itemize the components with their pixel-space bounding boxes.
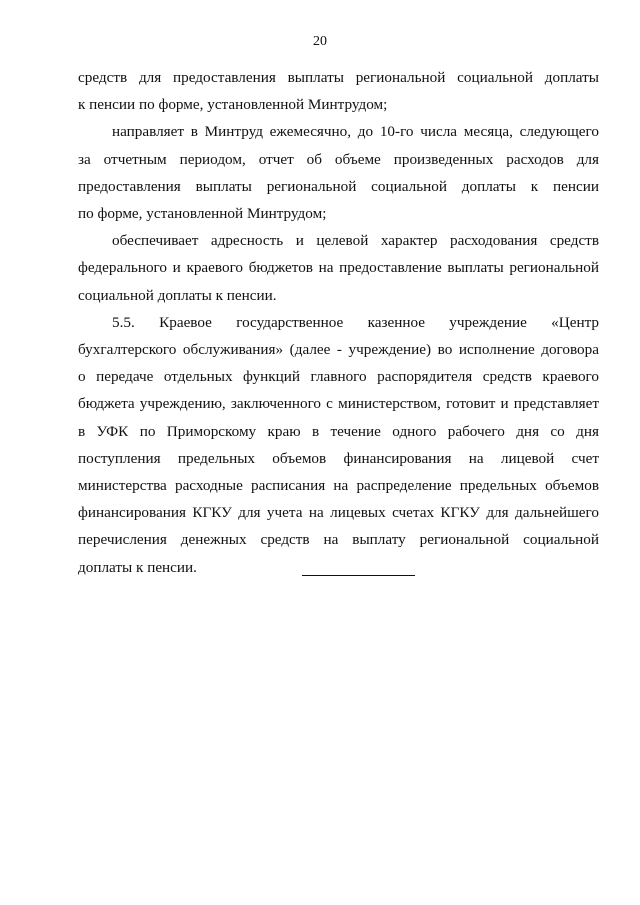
text-line: о передаче отдельных функций главного распорядителя средств краевого xyxy=(78,368,599,386)
end-separator-line xyxy=(302,575,415,576)
text-line: направляет в Минтруд ежемесячно, до 10-го числа месяца, следующего xyxy=(112,123,599,141)
text-line: в УФК по Приморскому краю в течение одного рабочего дня со дня xyxy=(78,422,599,440)
text-line: федерального и краевого бюджетов на предоставление выплаты региональной xyxy=(78,259,599,277)
text-line: обеспечивает адресность и целевой характер расходования средств xyxy=(112,232,599,250)
text-line: бюджета учреждению, заключенного с министерством, готовит и представляет xyxy=(78,395,599,413)
document-body xyxy=(78,64,599,581)
paragraph-monthly-report xyxy=(78,118,599,227)
text-line: бухгалтерского обслуживания» (далее - учреждение) во исполнение договора xyxy=(78,341,599,359)
text-line: 5.5. Краевое государственное казенное учреждение «Центр xyxy=(112,313,599,331)
text-line: предоставления выплаты региональной социальной доплаты к пенсии xyxy=(78,177,599,195)
paragraph-section-5-5 xyxy=(78,309,599,581)
paragraph-continuation xyxy=(78,64,599,118)
paragraph-targeting xyxy=(78,227,599,309)
text-line: поступления предельных объемов финансирования на лицевой счет xyxy=(78,449,599,467)
text-line: средств для предоставления выплаты региональной социальной доплаты xyxy=(78,69,599,86)
text-line: за отчетным периодом, отчет об объеме произведенных расходов для xyxy=(78,150,599,168)
text-line: финансирования КГКУ для учета на лицевых счетах КГКУ для дальнейшего xyxy=(78,504,599,522)
text-line: к пенсии по форме, установленной Минтрудом; xyxy=(78,96,388,114)
text-line: перечисления денежных средств на выплату региональной социальной xyxy=(78,531,599,549)
text-line: социальной доплаты к пенсии. xyxy=(78,286,277,304)
text-line: по форме, установленной Минтрудом; xyxy=(78,205,327,223)
text-line: министерства расходные расписания на распределение предельных объемов xyxy=(78,477,599,495)
page-number: 20 xyxy=(313,34,327,49)
text-line: доплаты к пенсии. xyxy=(78,558,197,576)
